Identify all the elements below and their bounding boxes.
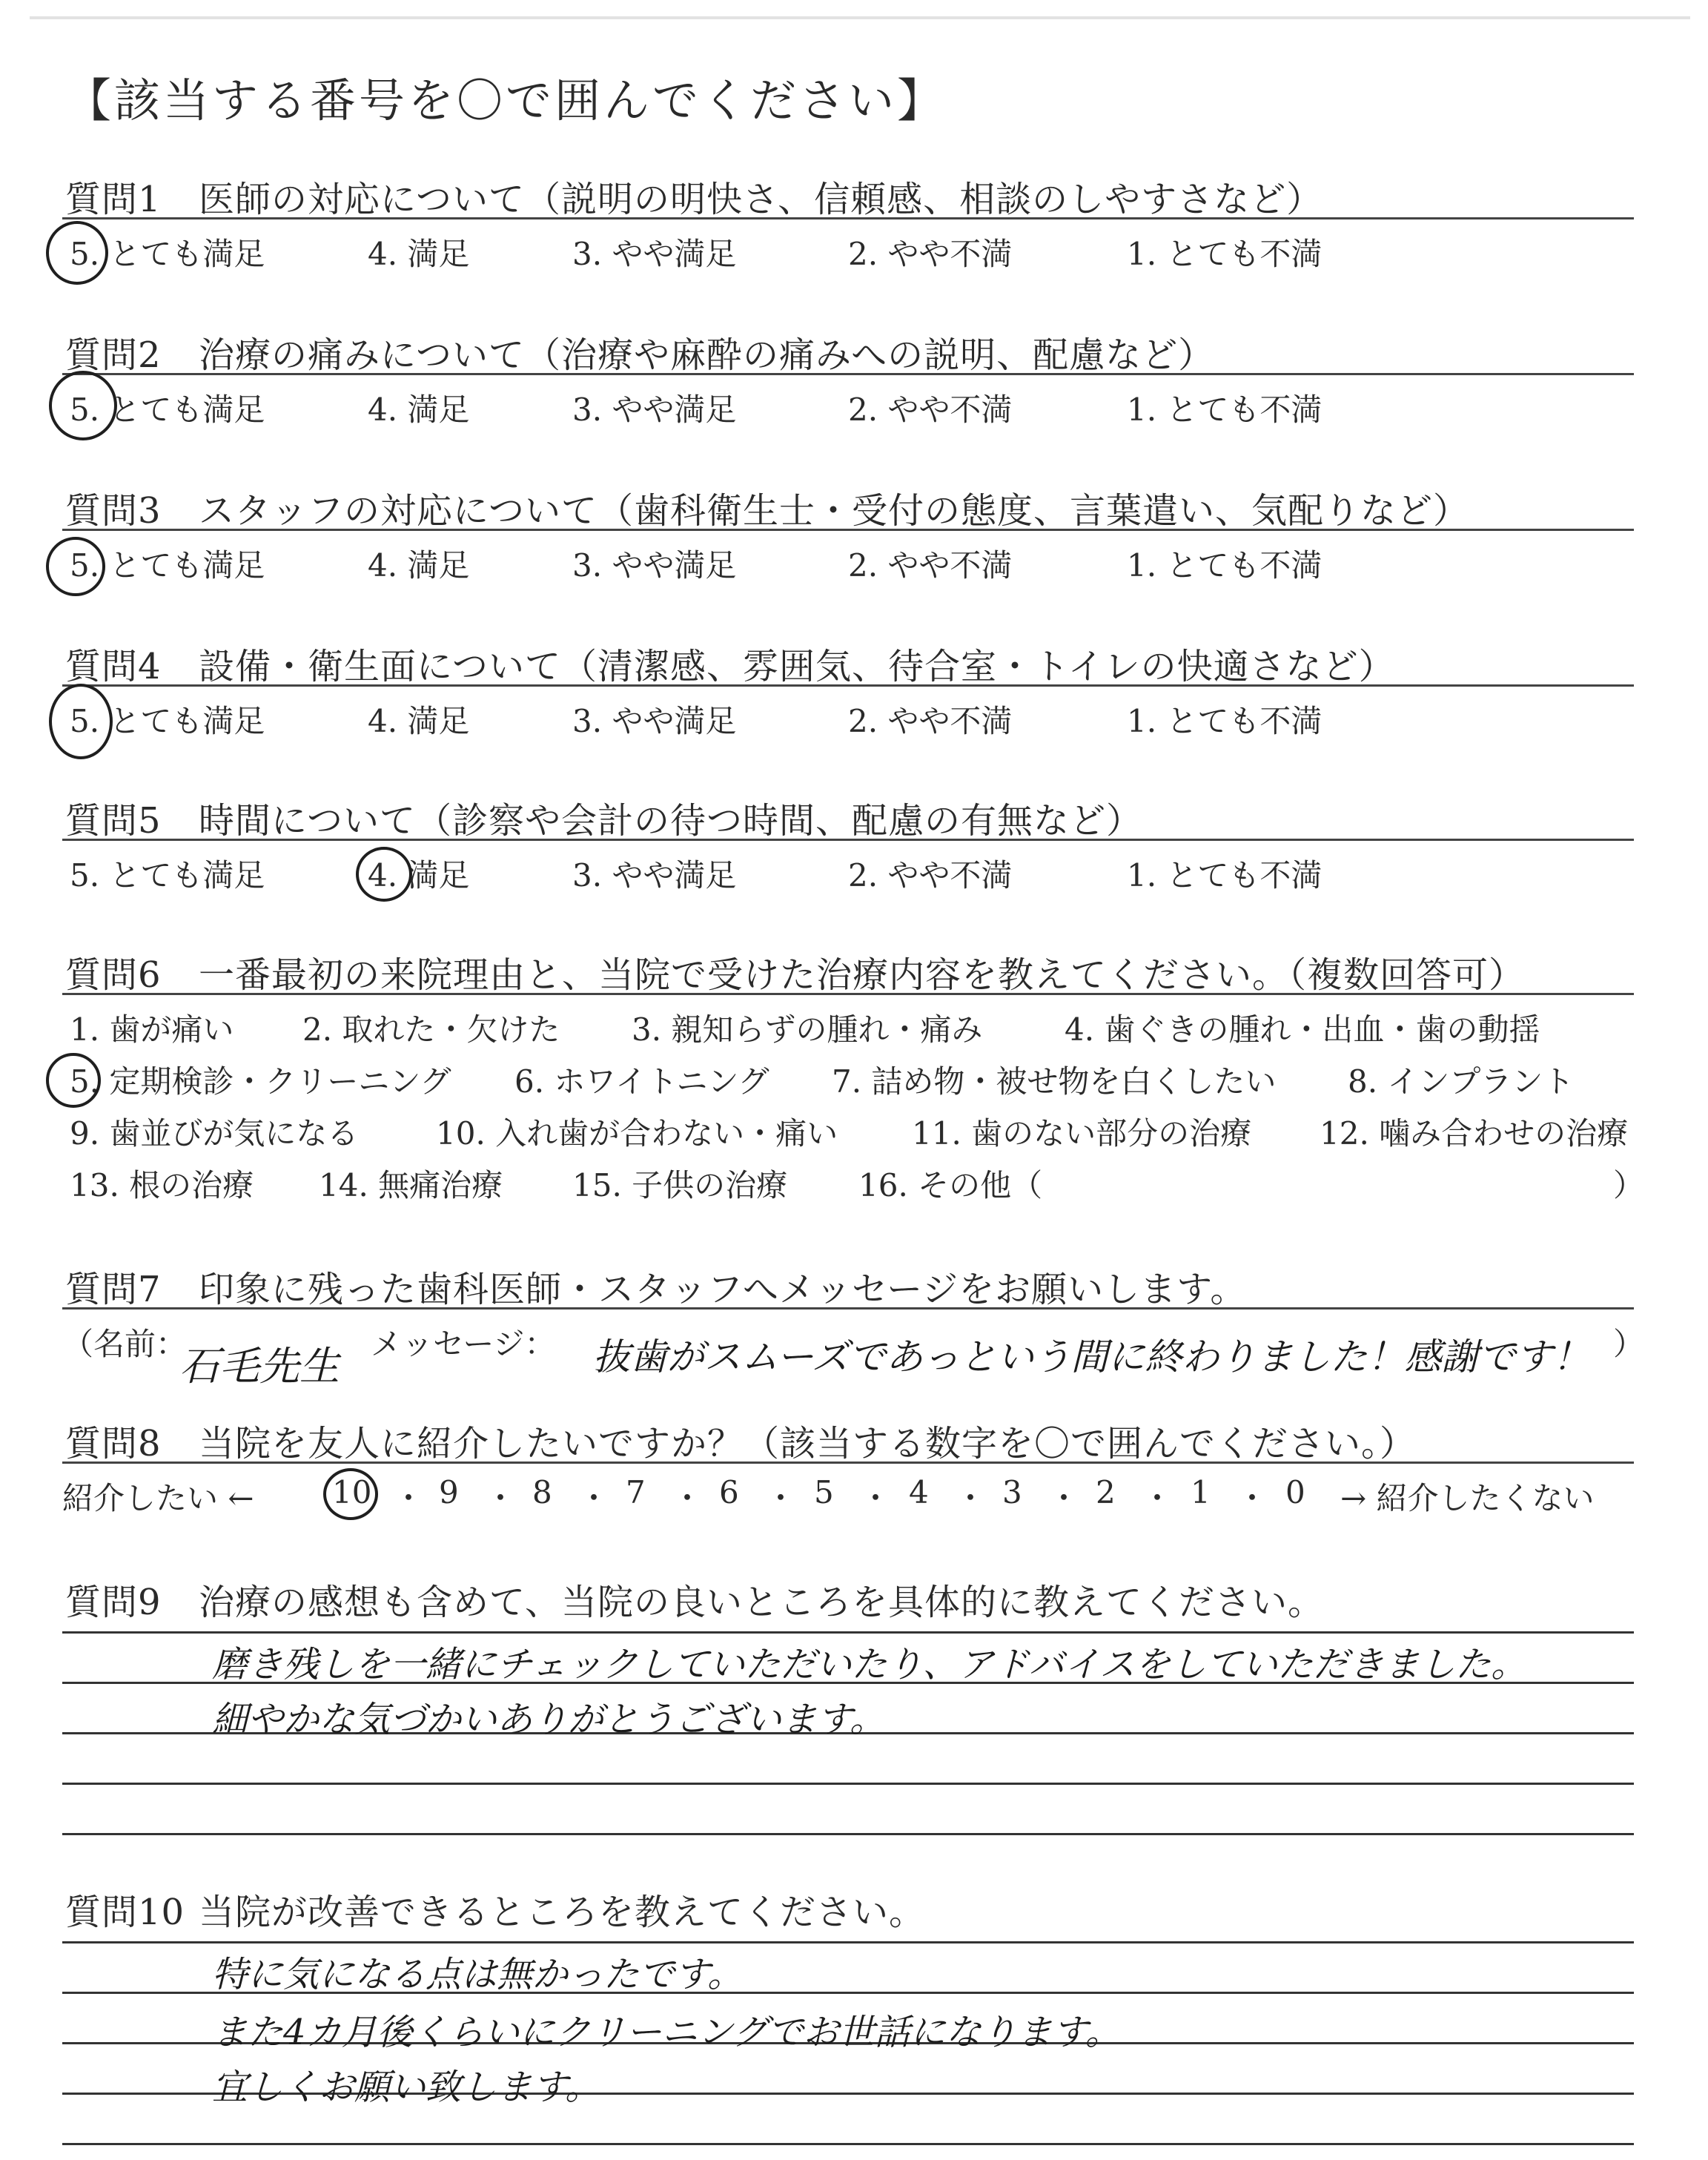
scale-dot: ・ — [955, 1480, 987, 1516]
q5-option-2[interactable]: 2. やや不満 — [848, 857, 1013, 894]
q5-option-4[interactable]: 4. 満足 — [368, 857, 470, 894]
question-number: 質問8 — [65, 1423, 162, 1464]
improvements-line-2[interactable]: また4カ月後くらいにクリーニングでお世話になります。 — [212, 2012, 1121, 2053]
improvements-line-3[interactable]: 宜しくお願い致します。 — [212, 2067, 601, 2108]
question-text: 一番最初の来院理由と、当院で受けた治療内容を教えてください。（複数回答可） — [199, 954, 1526, 996]
question-1-rule — [62, 217, 1634, 219]
selection-circle — [49, 371, 117, 440]
handwritten-message[interactable]: 抜歯がスムーズであっという間に終わりました！感謝です！ — [593, 1335, 1590, 1378]
reason-option-13[interactable]: 13. 根の治療 — [70, 1167, 254, 1203]
q1-option-2[interactable]: 2. やや不満 — [848, 236, 1013, 272]
top-edge-line — [30, 16, 1690, 19]
improvements-line-1[interactable]: 特に気になる点は無かったです。 — [212, 1954, 744, 1995]
question-2-rule — [62, 373, 1634, 375]
q3-option-1[interactable]: 1. とても不満 — [1127, 547, 1323, 584]
question-text: 印象に残った歯科医師・スタッフへメッセージをお願いします。 — [199, 1269, 1247, 1310]
scale-4[interactable]: 4 — [909, 1474, 929, 1510]
reason-option-10[interactable]: 10. 入れ歯が合わない・痛い — [436, 1115, 838, 1152]
q4-option-3[interactable]: 3. やや満足 — [572, 703, 737, 739]
reason-option-1[interactable]: 1. 歯が痛い — [70, 1011, 234, 1048]
question-5 — [65, 792, 1142, 843]
question-text: スタッフの対応について（歯科衛生士・受付の態度、言葉遣い、気配りなど） — [199, 490, 1470, 532]
selection-circle — [46, 537, 105, 596]
answer-line — [62, 1941, 1634, 1943]
question-3-rule — [62, 529, 1634, 531]
other-close-paren: ） — [1613, 1167, 1645, 1203]
scale-0[interactable]: 0 — [1285, 1474, 1305, 1510]
q5-option-5[interactable]: 5. とても満足 — [70, 857, 265, 894]
scale-dot: ・ — [1142, 1480, 1174, 1516]
question-number: 質問10 — [65, 1892, 185, 1933]
message-close-paren: ） — [1613, 1326, 1645, 1362]
question-number: 質問5 — [65, 800, 162, 842]
question-4-rule — [62, 684, 1634, 687]
q5-option-3[interactable]: 3. やや満足 — [572, 857, 737, 894]
question-text: 設備・衛生面について（清潔感、雰囲気、待合室・トイレの快適さなど） — [199, 646, 1395, 687]
question-8 — [65, 1415, 1416, 1466]
q1-option-3[interactable]: 3. やや満足 — [572, 236, 737, 272]
selection-circle — [323, 1468, 378, 1520]
scale-dot: ・ — [1048, 1480, 1080, 1516]
q3-option-2[interactable]: 2. やや不満 — [848, 547, 1013, 584]
reason-option-16[interactable]: 16. その他（ — [858, 1167, 1043, 1203]
scale-dot: ・ — [485, 1480, 517, 1516]
reason-option-2[interactable]: 2. 取れた・欠けた — [302, 1011, 560, 1048]
reason-option-7[interactable]: 7. 詰め物・被せ物を白くしたい — [832, 1063, 1277, 1100]
q1-option-4[interactable]: 4. 満足 — [368, 236, 470, 272]
q2-option-5[interactable]: 5. とても満足 — [70, 392, 265, 428]
reason-option-6[interactable]: 6. ホワイトニング — [514, 1063, 769, 1100]
q3-option-5[interactable]: 5. とても満足 — [70, 547, 265, 584]
q3-option-4[interactable]: 4. 満足 — [368, 547, 470, 584]
q2-option-1[interactable]: 1. とても不満 — [1127, 392, 1323, 428]
name-label: （名前： — [62, 1326, 188, 1362]
q4-option-4[interactable]: 4. 満足 — [368, 703, 470, 739]
question-5-rule — [62, 839, 1634, 841]
q2-option-3[interactable]: 3. やや満足 — [572, 392, 737, 428]
handwritten-name[interactable]: 石毛先生 — [179, 1343, 340, 1390]
scale-dot: ・ — [1237, 1480, 1268, 1516]
question-number: 質問6 — [65, 954, 162, 996]
question-3 — [65, 482, 1469, 533]
scale-8[interactable]: 8 — [532, 1474, 552, 1510]
message-label: メッセージ： — [371, 1326, 556, 1362]
question-number: 質問9 — [65, 1582, 162, 1623]
reason-option-14[interactable]: 14. 無痛治療 — [319, 1167, 503, 1203]
q2-option-4[interactable]: 4. 満足 — [368, 392, 470, 428]
question-number: 質問4 — [65, 646, 162, 687]
selection-circle — [46, 1053, 101, 1108]
reason-option-5[interactable]: 5. 定期検診・クリーニング — [70, 1063, 451, 1100]
good-points-line-2[interactable]: 細やかな気づかいありがとうございます。 — [212, 1699, 886, 1740]
answer-line — [62, 1833, 1634, 1835]
reason-option-11[interactable]: 11. 歯のない部分の治療 — [912, 1115, 1252, 1152]
question-10 — [65, 1883, 925, 1935]
form-title: 【該当する番号を〇で囲んでください】 — [65, 73, 947, 128]
selection-circle — [356, 847, 412, 902]
scale-dot: ・ — [578, 1480, 610, 1516]
scale-2[interactable]: 2 — [1096, 1474, 1116, 1510]
scale-3[interactable]: 3 — [1002, 1474, 1022, 1510]
reason-option-15[interactable]: 15. 子供の治療 — [572, 1167, 788, 1203]
question-text: 時間について（診察や会計の待つ時間、配慮の有無など） — [199, 800, 1143, 842]
question-2 — [65, 326, 1214, 377]
q4-option-5[interactable]: 5. とても満足 — [70, 703, 265, 739]
q5-option-1[interactable]: 1. とても不満 — [1127, 857, 1323, 894]
question-1 — [65, 171, 1323, 222]
q4-option-1[interactable]: 1. とても不満 — [1127, 703, 1323, 739]
scale-5[interactable]: 5 — [814, 1474, 834, 1510]
reason-option-8[interactable]: 8. インプラント — [1348, 1063, 1575, 1100]
reason-option-4[interactable]: 4. 歯ぐきの腫れ・出血・歯の動揺 — [1065, 1011, 1540, 1048]
answer-line — [62, 1783, 1634, 1785]
scale-9[interactable]: 9 — [439, 1474, 459, 1510]
q3-option-3[interactable]: 3. やや満足 — [572, 547, 737, 584]
reason-option-9[interactable]: 9. 歯並びが気になる — [70, 1115, 359, 1152]
question-9 — [65, 1573, 1324, 1625]
question-7 — [65, 1261, 1246, 1312]
recommend-right-label: → 紹介したくない — [1340, 1480, 1595, 1516]
q2-option-2[interactable]: 2. やや不満 — [848, 392, 1013, 428]
answer-line — [62, 2143, 1634, 2145]
q1-option-1[interactable]: 1. とても不満 — [1127, 236, 1323, 272]
scale-7[interactable]: 7 — [626, 1474, 646, 1510]
question-6-rule — [62, 993, 1634, 995]
question-text: 当院を友人に紹介したいですか？（該当する数字を〇で囲んでください。） — [199, 1423, 1417, 1464]
answer-line — [62, 1631, 1634, 1634]
question-text: 当院が改善できるところを教えてください。 — [199, 1892, 926, 1933]
question-8-rule — [62, 1462, 1634, 1464]
question-7-rule — [62, 1307, 1634, 1309]
question-4 — [65, 638, 1395, 689]
reason-option-3[interactable]: 3. 親知らずの腫れ・痛み — [632, 1011, 983, 1048]
question-number: 質問1 — [65, 179, 162, 220]
scale-6[interactable]: 6 — [719, 1474, 739, 1510]
question-number: 質問2 — [65, 334, 162, 376]
question-number: 質問7 — [65, 1269, 162, 1310]
question-number: 質問3 — [65, 490, 162, 532]
question-text: 治療の痛みについて（治療や麻酔の痛みへの説明、配慮など） — [199, 334, 1215, 376]
q1-option-5[interactable]: 5. とても満足 — [70, 236, 265, 272]
good-points-line-1[interactable]: 磨き残しを一緒にチェックしていただいたり、アドバイスをしていただきました。 — [212, 1644, 1527, 1685]
selection-circle — [49, 684, 113, 759]
question-text: 治療の感想も含めて、当院の良いところを具体的に教えてください。 — [199, 1582, 1325, 1623]
selection-circle — [46, 221, 108, 285]
scale-10[interactable]: 10 — [332, 1474, 372, 1510]
q4-option-2[interactable]: 2. やや不満 — [848, 703, 1013, 739]
question-text: 医師の対応について（説明の明快さ、信頼感、相談のしやすさなど） — [199, 179, 1323, 220]
reason-option-12[interactable]: 12. 噛み合わせの治療 — [1320, 1115, 1629, 1152]
scale-dot: ・ — [765, 1480, 797, 1516]
scale-dot: ・ — [860, 1480, 892, 1516]
scale-1[interactable]: 1 — [1191, 1474, 1211, 1510]
scale-dot: ・ — [393, 1480, 425, 1516]
question-6 — [65, 946, 1525, 997]
recommend-left-label: 紹介したい ← — [62, 1480, 254, 1516]
scale-dot: ・ — [672, 1480, 704, 1516]
